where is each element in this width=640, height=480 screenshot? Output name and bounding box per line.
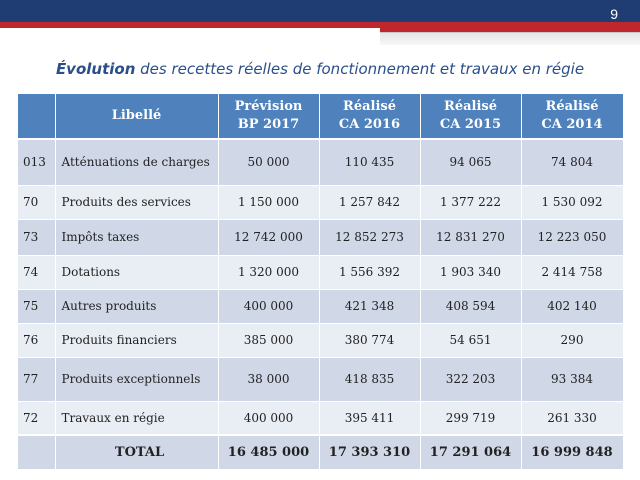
row-ca-2014: 261 330 bbox=[521, 401, 623, 435]
header-band bbox=[0, 0, 640, 22]
row-ca-2016: 395 411 bbox=[319, 401, 420, 435]
row-ca-2015: 408 594 bbox=[420, 289, 521, 323]
row-ca-2016: 12 852 273 bbox=[319, 219, 420, 255]
row-label: Impôts taxes bbox=[55, 219, 218, 255]
row-label: Produits des services bbox=[55, 185, 218, 219]
table-row bbox=[18, 357, 623, 401]
row-label: Travaux en régie bbox=[55, 401, 218, 435]
row-ca-2015: 322 203 bbox=[420, 357, 521, 401]
row-code: 77 bbox=[18, 357, 55, 401]
row-ca-2014: 74 804 bbox=[521, 139, 623, 185]
row-bp-2017: 385 000 bbox=[218, 323, 319, 357]
row-code: 013 bbox=[18, 139, 55, 185]
table-row bbox=[18, 255, 623, 289]
header-libelle: Libellé bbox=[55, 94, 218, 139]
row-code: 74 bbox=[18, 255, 55, 289]
row-code: 70 bbox=[18, 185, 55, 219]
row-code: 73 bbox=[18, 219, 55, 255]
header-ca-2014: Réalisé CA 2014 bbox=[521, 94, 623, 139]
row-ca-2015: 1 377 222 bbox=[420, 185, 521, 219]
header-bp-2017: Prévision BP 2017 bbox=[218, 94, 319, 139]
total-ca-2015: 17 291 064 bbox=[420, 435, 521, 469]
header-shadow-band bbox=[380, 32, 640, 45]
row-label: Produits financiers bbox=[55, 323, 218, 357]
row-bp-2017: 38 000 bbox=[218, 357, 319, 401]
row-label: Dotations bbox=[55, 255, 218, 289]
row-ca-2016: 1 556 392 bbox=[319, 255, 420, 289]
row-label: Autres produits bbox=[55, 289, 218, 323]
total-ca-2014: 16 999 848 bbox=[521, 435, 623, 469]
row-ca-2015: 94 065 bbox=[420, 139, 521, 185]
row-bp-2017: 1 150 000 bbox=[218, 185, 319, 219]
row-ca-2015: 54 651 bbox=[420, 323, 521, 357]
row-code: 76 bbox=[18, 323, 55, 357]
row-label: Atténuations de charges bbox=[55, 139, 218, 185]
table-row bbox=[18, 139, 623, 185]
row-bp-2017: 12 742 000 bbox=[218, 219, 319, 255]
row-bp-2017: 400 000 bbox=[218, 401, 319, 435]
revenue-table bbox=[18, 94, 624, 470]
row-ca-2014: 2 414 758 bbox=[521, 255, 623, 289]
table-row bbox=[18, 219, 623, 255]
row-ca-2016: 1 257 842 bbox=[319, 185, 420, 219]
row-ca-2016: 110 435 bbox=[319, 139, 420, 185]
header-code bbox=[18, 94, 55, 139]
slide-title-bold: Évolution bbox=[55, 60, 136, 78]
total-ca-2016: 17 393 310 bbox=[319, 435, 420, 469]
row-ca-2015: 1 903 340 bbox=[420, 255, 521, 289]
total-bp-2017: 16 485 000 bbox=[218, 435, 319, 469]
table-row bbox=[18, 323, 623, 357]
row-label: Produits exceptionnels bbox=[55, 357, 218, 401]
table-row bbox=[18, 401, 623, 435]
row-bp-2017: 400 000 bbox=[218, 289, 319, 323]
table-row bbox=[18, 185, 623, 219]
row-ca-2014: 290 bbox=[521, 323, 623, 357]
page-number: 9 bbox=[610, 6, 618, 22]
row-ca-2014: 402 140 bbox=[521, 289, 623, 323]
header-ca-2016: Réalisé CA 2016 bbox=[319, 94, 420, 139]
slide-title-rest: des recettes réelles de fonctionnement et travaux en régie bbox=[135, 60, 585, 78]
row-code: 75 bbox=[18, 289, 55, 323]
row-bp-2017: 1 320 000 bbox=[218, 255, 319, 289]
total-label: TOTAL bbox=[55, 435, 218, 469]
row-ca-2014: 93 384 bbox=[521, 357, 623, 401]
header-ca-2015: Réalisé CA 2015 bbox=[420, 94, 521, 139]
row-ca-2015: 299 719 bbox=[420, 401, 521, 435]
table-total-row bbox=[18, 435, 623, 469]
total-code bbox=[18, 435, 55, 469]
row-ca-2016: 418 835 bbox=[319, 357, 420, 401]
row-ca-2016: 380 774 bbox=[319, 323, 420, 357]
row-bp-2017: 50 000 bbox=[218, 139, 319, 185]
row-ca-2015: 12 831 270 bbox=[420, 219, 521, 255]
row-code: 72 bbox=[18, 401, 55, 435]
row-ca-2014: 1 530 092 bbox=[521, 185, 623, 219]
slide-title bbox=[20, 60, 620, 78]
row-ca-2016: 421 348 bbox=[319, 289, 420, 323]
row-ca-2014: 12 223 050 bbox=[521, 219, 623, 255]
table-row bbox=[18, 289, 623, 323]
table-header-row bbox=[18, 94, 623, 139]
